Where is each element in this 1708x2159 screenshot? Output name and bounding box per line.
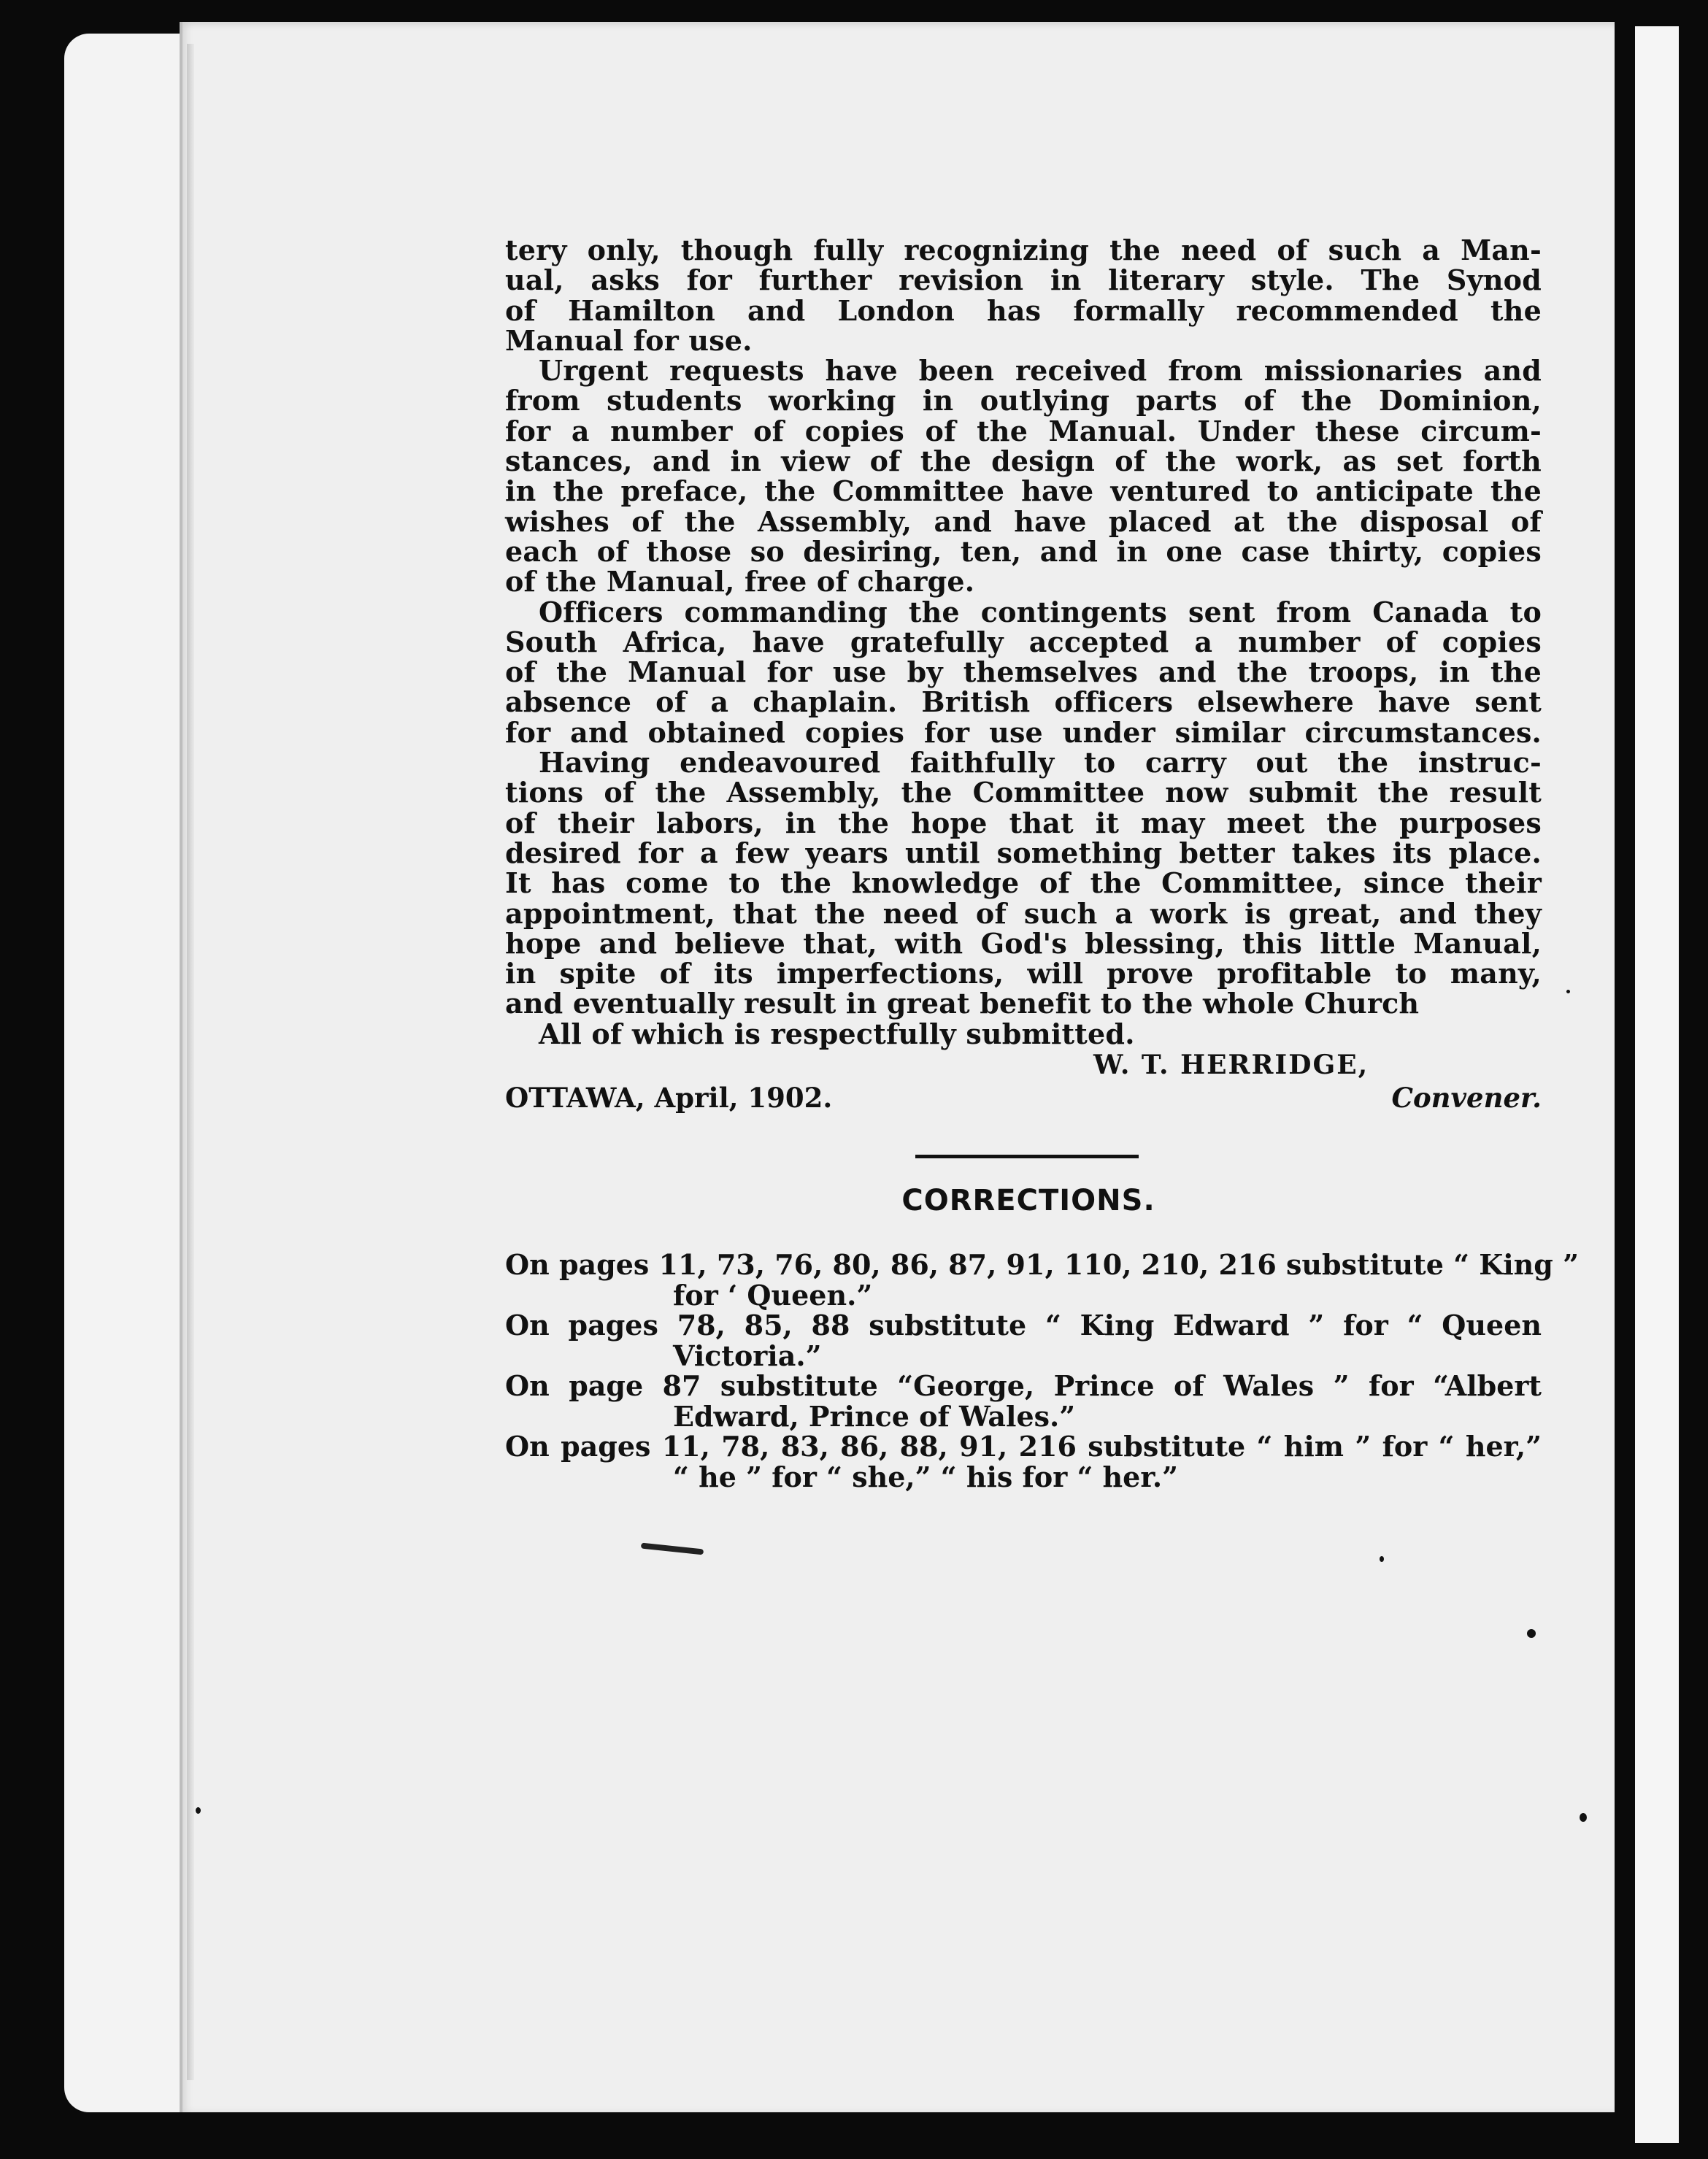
body-line: It has come to the knowledge of the Committee, since their — [505, 866, 1542, 900]
correction-line: On pages 11, 73, 76, 80, 86, 87, 91, 110, 210, 216 substitute “ King ” — [505, 1248, 1579, 1281]
ink-speck — [1580, 1813, 1587, 1822]
correction-line: for ‘ Queen.” — [673, 1278, 873, 1312]
body-line: Urgent requests have been received from missionaries and — [539, 354, 1542, 388]
body-line: each of those so desiring, ten, and in one case thirty, copies — [505, 534, 1542, 568]
body-line: stances, and in view of the design of the work, as set forth — [505, 445, 1542, 478]
body-line: ual, asks for further revision in literary style. The Synod — [505, 263, 1542, 297]
ink-speck — [196, 1807, 201, 1814]
correction-item — [505, 1431, 1542, 1492]
body-line: wishes of the Assembly, and have placed at the disposal of — [505, 504, 1542, 538]
section-divider — [915, 1155, 1139, 1158]
body-line: South Africa, have gratefully accepted a number of copies — [505, 625, 1542, 658]
correction-item — [505, 1248, 1579, 1312]
correction-line: “ he ” for “ she,” “ his for “ her.” — [673, 1460, 1178, 1493]
correction-line: On pages 11, 78, 83, 86, 88, 91, 216 substitute “ him ” for “ her,” — [505, 1430, 1542, 1463]
signatory-name: W. T. HERRIDGE, — [1093, 1050, 1369, 1081]
scan-border-right — [1615, 0, 1635, 2159]
body-line: in the preface, the Committee have ventured to anticipate the — [505, 474, 1542, 508]
corrections-heading: CORRECTIONS. — [901, 1184, 1155, 1217]
signature-row — [505, 1081, 1542, 1115]
body-line: for and obtained copies for use under similar circumstances. — [505, 715, 1542, 749]
body-line: of their labors, in the hope that it may meet the purposes — [505, 806, 1542, 839]
correction-item — [505, 1310, 1542, 1371]
place-date: OTTAWA, April, 1902. — [505, 1082, 833, 1115]
body-line: hope and believe that, with God's blessing, this little Manual, — [505, 926, 1542, 960]
body-line: of the Manual for use by themselves and the troops, in the — [505, 655, 1542, 689]
body-line: tions of the Assembly, the Committee now submit the result — [505, 776, 1542, 809]
body-line: of the Manual, free of charge. — [505, 565, 975, 599]
body-line: tery only, though fully recognizing the need of such a Man- — [505, 234, 1542, 266]
body-line: in spite of its imperfections, will prove profitable to many, — [505, 957, 1542, 990]
ink-speck — [1527, 1629, 1536, 1638]
body-line: Officers commanding the contingents sent from Canada to — [539, 595, 1542, 628]
body-line: desired for a few years until something better takes its place. — [505, 836, 1542, 869]
body-line: for a number of copies of the Manual. Under these circum- — [505, 414, 1542, 447]
ink-speck — [1566, 990, 1570, 993]
body-line: absence of a chaplain. British officers elsewhere have sent — [505, 685, 1542, 719]
body-line: Having endeavoured faithfully to carry out the instruc- — [539, 746, 1542, 780]
corrections-list — [505, 1248, 1579, 1493]
signatory-title: Convener. — [1391, 1082, 1542, 1115]
correction-item — [505, 1371, 1542, 1431]
page-spine-shadow — [187, 44, 194, 2080]
correction-line: Edward, Prince of Wales.” — [673, 1399, 1076, 1433]
facing-page-edge — [1635, 26, 1679, 2143]
body-line: of Hamilton and London has formally recommended the — [505, 293, 1542, 327]
body-line: All of which is respectfully submitted. — [539, 1017, 1135, 1050]
correction-line: Victoria.” — [673, 1339, 822, 1372]
report-body — [505, 235, 1542, 1115]
body-line: appointment, that the need of such a work is great, and they — [505, 896, 1542, 930]
correction-line: On page 87 substitute “George, Prince of Wales ” for “Albert — [505, 1369, 1542, 1402]
body-line: from students working in outlying parts of the Dominion, — [505, 384, 1542, 417]
body-line: and eventually result in great benefit to the whole Church — [505, 987, 1420, 1020]
ink-speck — [1380, 1556, 1384, 1562]
correction-line: On pages 78, 85, 88 substitute “ King Edward ” for “ Queen — [505, 1309, 1542, 1342]
body-line: Manual for use. — [505, 323, 753, 357]
